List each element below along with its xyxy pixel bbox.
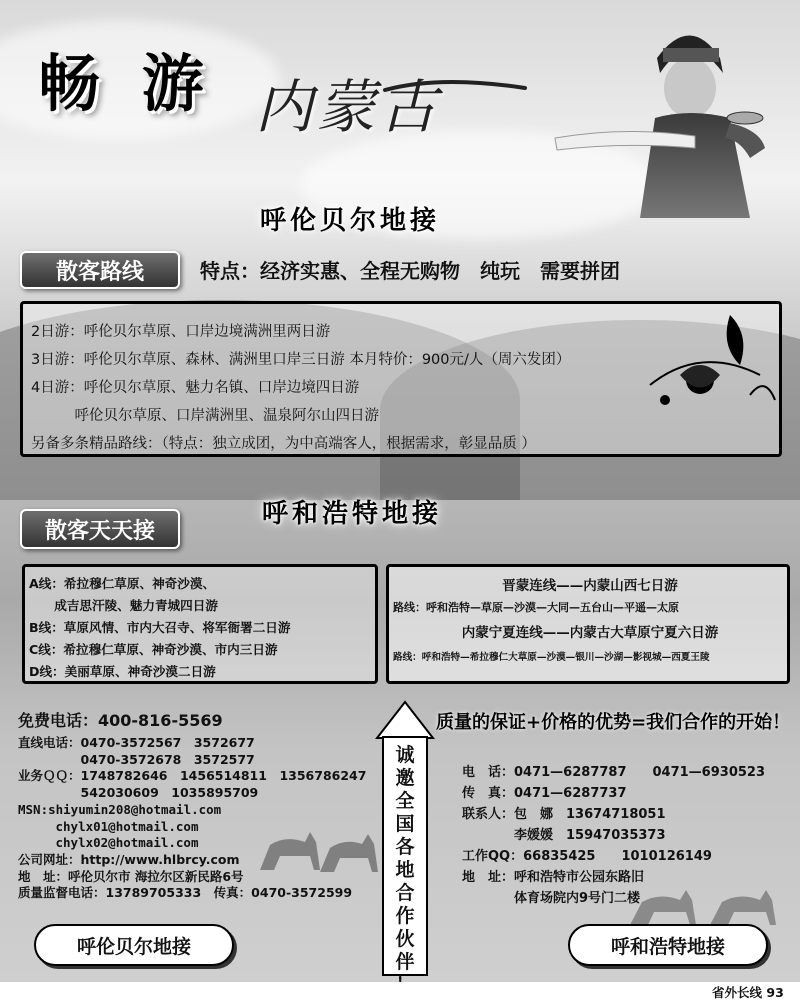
connect-route-path: 路线：呼和浩特—希拉穆仁大草原—沙漠—银川—沙湖—影视城—西夏王陵 (393, 652, 710, 663)
contact-line: 业务ＱＱ：1748782646 1456514811 1356786247 (18, 768, 367, 784)
headline: 畅 游 (38, 47, 214, 120)
route-line: 呼伦贝尔草原、口岸满洲里、温泉阿尔山四日游 (31, 408, 379, 424)
route-line: 另备多条精品路线：（特点：独立成团，为中高端客人，根据需求，彰显品质 ） (31, 436, 536, 452)
contact-line: 质量监督电话：13789705333 传真：0470-3572599 (18, 885, 353, 901)
connect-route-path: 路线：呼和浩特—草原—沙漠—大同—五台山—平遥—太原 (393, 601, 679, 614)
contact-line: 542030609 1035895709 (18, 785, 259, 801)
feature-text: 特点：经济实惠、全程无购物 纯玩 需要拼团 (200, 259, 620, 283)
contact-line: 直线电话：0470-3572567 3572677 (18, 735, 255, 750)
mongolian-woman-illustration (545, 18, 785, 218)
route-line: D线：美丽草原、神奇沙漠二日游 (29, 664, 216, 679)
section-label: 省外长线 (712, 985, 763, 1000)
invite-char: 合 (395, 882, 415, 904)
invite-char: 地 (395, 859, 415, 881)
connect-route-title: 晋蒙连线——内蒙山西七日游 (502, 578, 678, 594)
contact-line: 联系人：包 娜 13674718051 (462, 807, 666, 822)
tab-scatter-routes: 散客路线 (20, 251, 180, 289)
horse-silhouette-icon (620, 880, 790, 930)
route-line: C线：希拉穆仁草原、神奇沙漠、市内三日游 (29, 642, 278, 657)
route-line: A线：希拉穆仁草原、神奇沙漠、 (29, 576, 216, 591)
contact-line: 0470-3572678 3572577 (18, 751, 255, 767)
route-line: B线：草原风情、市内大召寺、将军衙署二日游 (29, 620, 291, 635)
footer-label (712, 983, 784, 1000)
tab-daily-pickup: 散客天天接 (20, 509, 180, 549)
invite-char: 伙 (395, 928, 415, 950)
connect-route-title: 内蒙宁夏连线——内蒙古大草原宁夏六日游 (461, 625, 719, 641)
flower-ornament-icon (640, 305, 780, 415)
invite-char: 国 (395, 813, 415, 835)
invite-char: 伴 (395, 951, 415, 973)
section-title-hulunbuir: 呼伦贝尔地接 (260, 206, 441, 236)
brush-stroke-icon (380, 70, 530, 110)
contact-line: MSN:shiyumin208@hotmail.com (18, 801, 222, 817)
contact-line: 传 真：0471—6287737 (462, 786, 627, 801)
invite-char: 诚 (395, 744, 415, 766)
contact-line: 公司网址：http://www.hlbrcy.com (18, 851, 240, 867)
route-line: 成吉思汗陵、魅力青城四日游 (29, 598, 218, 613)
contact-line: 地 址：呼伦贝尔市 海拉尔区新民路6号 (18, 868, 244, 884)
contact-line: chylx01@hotmail.com (18, 818, 199, 834)
contact-line: chylx02@hotmail.com (18, 835, 199, 851)
subline: 内蒙古 (255, 73, 442, 141)
contact-line: 地 址：呼和浩特市公园东路旧 (462, 870, 645, 885)
free-phone: 免费电话：400-816-5569 (18, 711, 223, 730)
badge-hohhot: 呼和浩特地接 (568, 924, 768, 966)
section-title-hohhot: 呼和浩特地接 (262, 499, 443, 529)
contact-line: 体育场院内9号门二楼 (462, 891, 641, 906)
horse-silhouette-icon (250, 820, 390, 880)
route-line: 3日游：呼伦贝尔草原、森林、满洲里口岸三日游 本月特价：900元/人（周六发团） (31, 352, 571, 368)
invite-char: 作 (395, 905, 415, 927)
contact-line: 工作QQ：66835425 1010126149 (462, 849, 712, 864)
route-line: 2日游：呼伦贝尔草原、口岸边境满洲里两日游 (31, 324, 331, 340)
slogan: 质量的保证+价格的优势=我们合作的开始！ (436, 712, 791, 733)
route-line: 4日游：呼伦贝尔草原、魅力名镇、口岸边境四日游 (31, 380, 360, 396)
invite-char: 邀 (395, 767, 415, 789)
page-number: 93 (766, 985, 784, 1000)
hohhot-right-box (386, 564, 790, 684)
footer-bar (0, 982, 800, 1000)
invite-char: 各 (395, 836, 415, 858)
contact-line: 李媛媛 15947035373 (462, 828, 666, 843)
up-arrow-icon (375, 700, 435, 740)
contact-line: 电 话：0471—6287787 0471—6930523 (462, 765, 765, 780)
hohhot-left-box (22, 564, 378, 684)
invite-char: 全 (395, 790, 415, 812)
badge-hulunbuir: 呼伦贝尔地接 (34, 924, 234, 966)
